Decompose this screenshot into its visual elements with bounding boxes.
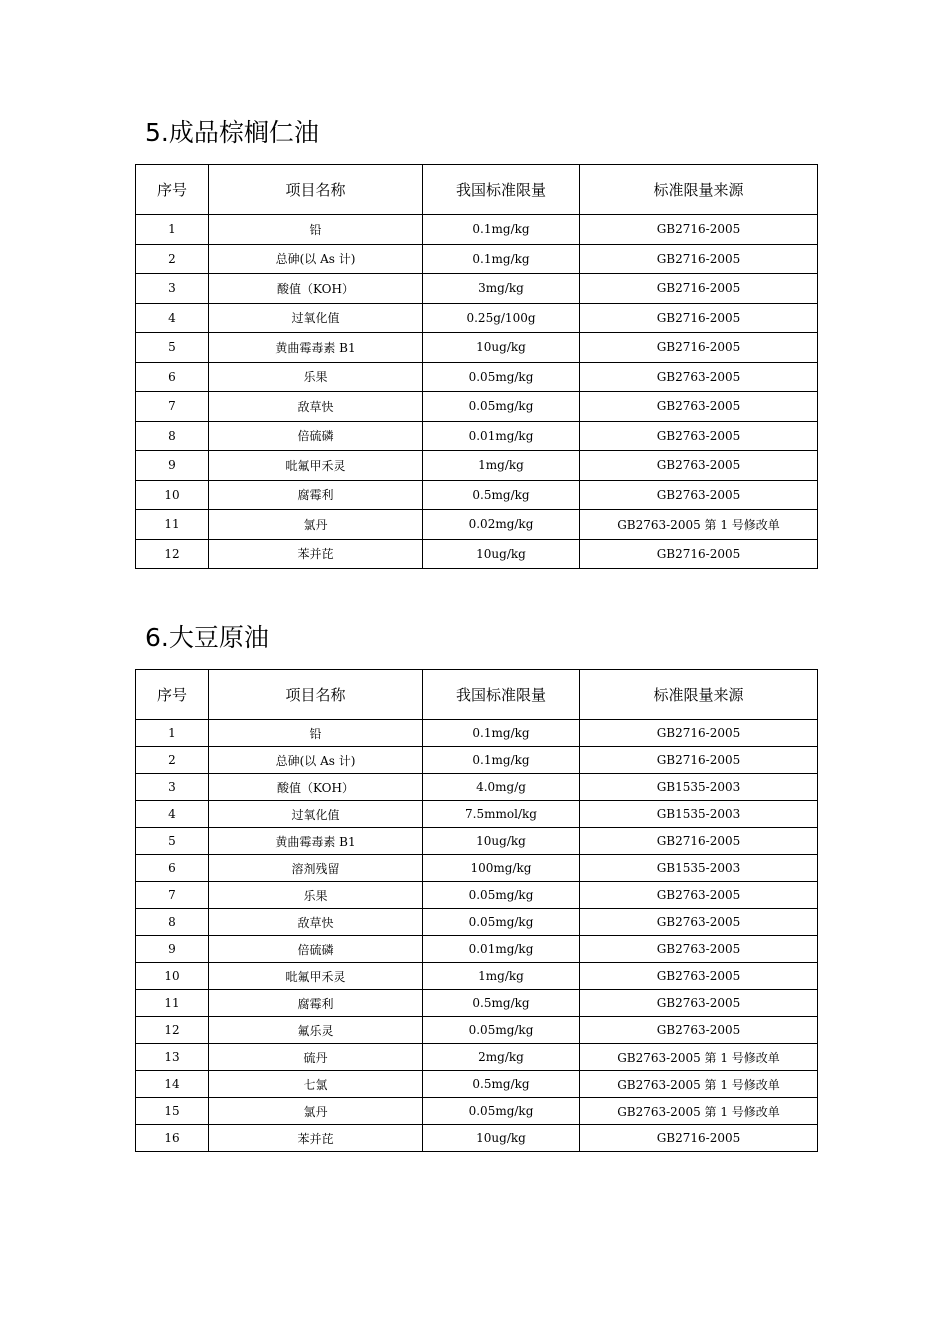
- row-index-cell: 7: [136, 392, 209, 422]
- table-header-row: [136, 670, 818, 720]
- item-name-cell: 苯并芘: [209, 539, 423, 569]
- table-row: [136, 828, 818, 855]
- limit-cell: 0.01mg/kg: [423, 421, 580, 451]
- row-index-cell: 10: [136, 480, 209, 510]
- item-name-cell: 苯并芘: [209, 1125, 423, 1152]
- section-title: 5.成品棕榈仁油: [145, 118, 319, 147]
- item-name-cell: 氯丹: [209, 510, 423, 540]
- row-index-cell: 9: [136, 936, 209, 963]
- limit-cell: 0.5mg/kg: [423, 990, 580, 1017]
- table-row: [136, 333, 818, 363]
- row-index-cell: 1: [136, 215, 209, 245]
- source-cell: GB2763-2005 第 1 号修改单: [580, 510, 818, 540]
- limit-cell: 0.5mg/kg: [423, 480, 580, 510]
- item-name-cell: 黄曲霉毒素 B1: [209, 333, 423, 363]
- limit-cell: 0.25g/100g: [423, 303, 580, 333]
- table-row: [136, 274, 818, 304]
- source-cell: GB2763-2005: [580, 362, 818, 392]
- row-index-cell: 9: [136, 451, 209, 481]
- row-index-cell: 11: [136, 990, 209, 1017]
- item-name-cell: 敌草快: [209, 909, 423, 936]
- header-item-name: 项目名称: [209, 670, 423, 720]
- row-index-cell: 3: [136, 274, 209, 304]
- source-cell: GB2763-2005: [580, 990, 818, 1017]
- item-name-cell: 硫丹: [209, 1044, 423, 1071]
- row-index-cell: 2: [136, 244, 209, 274]
- limit-cell: 10ug/kg: [423, 333, 580, 363]
- table-row: [136, 801, 818, 828]
- row-index-cell: 6: [136, 855, 209, 882]
- source-cell: GB2763-2005: [580, 882, 818, 909]
- source-cell: GB2716-2005: [580, 274, 818, 304]
- row-index-cell: 1: [136, 720, 209, 747]
- row-index-cell: 14: [136, 1071, 209, 1098]
- row-index-cell: 5: [136, 333, 209, 363]
- header-source: 标准限量来源: [580, 165, 818, 215]
- row-index-cell: 6: [136, 362, 209, 392]
- row-index-cell: 2: [136, 747, 209, 774]
- table-row: [136, 215, 818, 245]
- limit-cell: 100mg/kg: [423, 855, 580, 882]
- table-row: [136, 1125, 818, 1152]
- source-cell: GB2716-2005: [580, 747, 818, 774]
- limit-cell: 1mg/kg: [423, 963, 580, 990]
- source-cell: GB2716-2005: [580, 828, 818, 855]
- limit-cell: 10ug/kg: [423, 539, 580, 569]
- limit-cell: 0.02mg/kg: [423, 510, 580, 540]
- table-row: [136, 855, 818, 882]
- source-cell: GB1535-2003: [580, 855, 818, 882]
- item-name-cell: 腐霉利: [209, 480, 423, 510]
- row-index-cell: 8: [136, 421, 209, 451]
- table-row: [136, 990, 818, 1017]
- row-index-cell: 4: [136, 801, 209, 828]
- item-name-cell: 氯丹: [209, 1098, 423, 1125]
- limit-cell: 10ug/kg: [423, 828, 580, 855]
- item-name-cell: 总砷(以 As 计): [209, 747, 423, 774]
- table-row: [136, 747, 818, 774]
- table-row: [136, 510, 818, 540]
- table-row: [136, 720, 818, 747]
- limit-cell: 1mg/kg: [423, 451, 580, 481]
- source-cell: GB2763-2005 第 1 号修改单: [580, 1044, 818, 1071]
- table-row: [136, 539, 818, 569]
- source-cell: GB2763-2005: [580, 1017, 818, 1044]
- item-name-cell: 倍硫磷: [209, 421, 423, 451]
- limit-cell: 0.05mg/kg: [423, 882, 580, 909]
- limit-cell: 0.05mg/kg: [423, 909, 580, 936]
- limit-cell: 0.05mg/kg: [423, 1017, 580, 1044]
- table-row: [136, 1098, 818, 1125]
- header-limit: 我国标准限量: [423, 165, 580, 215]
- item-name-cell: 氟乐灵: [209, 1017, 423, 1044]
- table-row: [136, 451, 818, 481]
- row-index-cell: 4: [136, 303, 209, 333]
- limit-cell: 0.5mg/kg: [423, 1071, 580, 1098]
- item-name-cell: 七氯: [209, 1071, 423, 1098]
- item-name-cell: 酸值（KOH）: [209, 774, 423, 801]
- source-cell: GB2716-2005: [580, 215, 818, 245]
- item-name-cell: 铅: [209, 215, 423, 245]
- limit-cell: 4.0mg/g: [423, 774, 580, 801]
- source-cell: GB2716-2005: [580, 539, 818, 569]
- item-name-cell: 吡氟甲禾灵: [209, 451, 423, 481]
- item-name-cell: 腐霉利: [209, 990, 423, 1017]
- source-cell: GB2716-2005: [580, 333, 818, 363]
- table-row: [136, 303, 818, 333]
- item-name-cell: 总砷(以 As 计): [209, 244, 423, 274]
- section-title: 6.大豆原油: [145, 623, 269, 652]
- table-row: [136, 1044, 818, 1071]
- item-name-cell: 吡氟甲禾灵: [209, 963, 423, 990]
- limit-cell: 0.1mg/kg: [423, 244, 580, 274]
- header-limit: 我国标准限量: [423, 670, 580, 720]
- header-index: 序号: [136, 670, 209, 720]
- source-cell: GB2763-2005 第 1 号修改单: [580, 1071, 818, 1098]
- limit-cell: 0.05mg/kg: [423, 392, 580, 422]
- source-cell: GB2763-2005 第 1 号修改单: [580, 1098, 818, 1125]
- row-index-cell: 16: [136, 1125, 209, 1152]
- standards-table: [135, 164, 818, 569]
- source-cell: GB2763-2005: [580, 909, 818, 936]
- limit-cell: 0.01mg/kg: [423, 936, 580, 963]
- item-name-cell: 倍硫磷: [209, 936, 423, 963]
- item-name-cell: 过氧化值: [209, 801, 423, 828]
- header-index: 序号: [136, 165, 209, 215]
- source-cell: GB2716-2005: [580, 303, 818, 333]
- item-name-cell: 溶剂残留: [209, 855, 423, 882]
- limit-cell: 0.1mg/kg: [423, 215, 580, 245]
- source-cell: GB2716-2005: [580, 720, 818, 747]
- source-cell: GB1535-2003: [580, 801, 818, 828]
- table-row: [136, 392, 818, 422]
- source-cell: GB2763-2005: [580, 936, 818, 963]
- table-row: [136, 421, 818, 451]
- item-name-cell: 敌草快: [209, 392, 423, 422]
- row-index-cell: 11: [136, 510, 209, 540]
- limit-cell: 0.1mg/kg: [423, 720, 580, 747]
- table-row: [136, 963, 818, 990]
- row-index-cell: 12: [136, 539, 209, 569]
- item-name-cell: 酸值（KOH）: [209, 274, 423, 304]
- table-row: [136, 244, 818, 274]
- header-source: 标准限量来源: [580, 670, 818, 720]
- item-name-cell: 乐果: [209, 882, 423, 909]
- row-index-cell: 10: [136, 963, 209, 990]
- table-row: [136, 1071, 818, 1098]
- table-row: [136, 909, 818, 936]
- standards-table: [135, 669, 818, 1152]
- row-index-cell: 8: [136, 909, 209, 936]
- source-cell: GB2763-2005: [580, 480, 818, 510]
- row-index-cell: 5: [136, 828, 209, 855]
- limit-cell: 0.1mg/kg: [423, 747, 580, 774]
- item-name-cell: 过氧化值: [209, 303, 423, 333]
- row-index-cell: 15: [136, 1098, 209, 1125]
- item-name-cell: 铅: [209, 720, 423, 747]
- source-cell: GB1535-2003: [580, 774, 818, 801]
- table-row: [136, 774, 818, 801]
- row-index-cell: 12: [136, 1017, 209, 1044]
- row-index-cell: 13: [136, 1044, 209, 1071]
- limit-cell: 3mg/kg: [423, 274, 580, 304]
- source-cell: GB2763-2005: [580, 451, 818, 481]
- row-index-cell: 3: [136, 774, 209, 801]
- header-item-name: 项目名称: [209, 165, 423, 215]
- limit-cell: 0.05mg/kg: [423, 362, 580, 392]
- limit-cell: 2mg/kg: [423, 1044, 580, 1071]
- table-row: [136, 936, 818, 963]
- source-cell: GB2716-2005: [580, 244, 818, 274]
- row-index-cell: 7: [136, 882, 209, 909]
- item-name-cell: 黄曲霉毒素 B1: [209, 828, 423, 855]
- table-row: [136, 1017, 818, 1044]
- table-header-row: [136, 165, 818, 215]
- item-name-cell: 乐果: [209, 362, 423, 392]
- limit-cell: 0.05mg/kg: [423, 1098, 580, 1125]
- table-row: [136, 480, 818, 510]
- source-cell: GB2763-2005: [580, 421, 818, 451]
- limit-cell: 7.5mmol/kg: [423, 801, 580, 828]
- table-row: [136, 362, 818, 392]
- limit-cell: 10ug/kg: [423, 1125, 580, 1152]
- table-row: [136, 882, 818, 909]
- source-cell: GB2763-2005: [580, 963, 818, 990]
- source-cell: GB2716-2005: [580, 1125, 818, 1152]
- source-cell: GB2763-2005: [580, 392, 818, 422]
